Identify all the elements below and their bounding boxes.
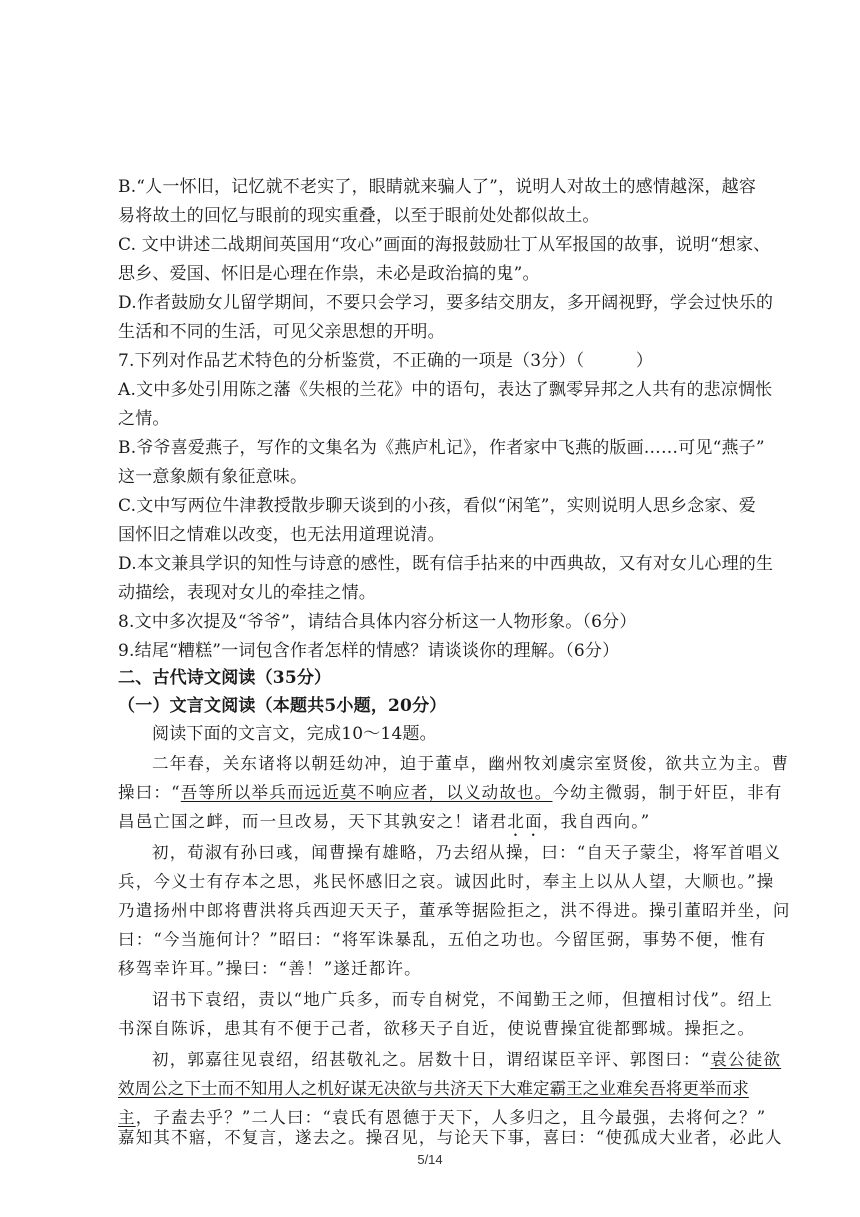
underlined-sentence-2: 袁公徒欲 xyxy=(710,1050,782,1069)
passage-p2-line1: 初，荀淑有孙曰彧，闻曹操有雄略，乃去绍从操，曰：“自天子蒙尘，将军首唱义 xyxy=(152,843,782,862)
section-2-title: 二、古代诗文阅读（35分） xyxy=(118,668,332,688)
passage-p4-line4: 嘉知其不寤，不复言，遂去之。操召见，与论天下事，喜曰：“使孤成大业者，必此人 xyxy=(118,1128,783,1147)
q7-option-b-line2: 这一意象颇有象征意味。 xyxy=(118,467,308,487)
section-2-instruction: 阅读下面的文言文，完成10～14题。 xyxy=(152,724,437,744)
passage-p2-line5: 移驾幸许耳。”操曰：“善！”遂迁都许。 xyxy=(118,959,422,978)
passage-p2-line2: 兵，今义士有存本之思，兆民怀感旧之哀。诚因此时，奉主上以从人望，大顺也。”操 xyxy=(118,872,775,891)
underlined-sentence-2-end: 主 xyxy=(118,1108,136,1127)
section-2-subtitle: （一）文言文阅读（本题共5小题，20分） xyxy=(118,696,447,716)
q6-option-b-line2: 易将故土的回忆与眼前的现实重叠，以至于眼前处处都似故土。 xyxy=(118,206,600,226)
passage-text: 操曰：“ xyxy=(118,783,181,802)
passage-text: ，子 xyxy=(135,1108,172,1127)
passage-p3-line1: 诏书下袁绍，责以“地广兵多，而专自树党，不闻勤王之师，但擅相讨伐”。绍上 xyxy=(152,990,774,1009)
q6-option-c-line1: C. 文中讲述二战期间英国用“攻心”画面的海报鼓励壮丁从军报国的故事，说明“想家、 xyxy=(118,235,771,255)
passage-p1-line1: 二年春，关东诸将以朝廷幼冲，迫于董卓，幽州牧刘虞宗室贤俊，欲共立为主。曹 xyxy=(152,754,790,773)
question-9: 9.结尾“糟糕”一词包含作者怎样的情感？请谈谈你的理解。（6分） xyxy=(118,641,620,661)
q7-option-d-line1: D.本文兼具学识的知性与诗意的感性，既有信手拈来的中西典故，又有对女儿心理的生 xyxy=(118,554,774,574)
q6-option-d-line1: D.作者鼓励女儿留学期间，不要只会学习，要多结交朋友，多开阔视野，学会过快乐的 xyxy=(118,293,774,313)
q7-stem: 7.下列对作品艺术特色的分析鉴赏，不正确的一项是（3分）（ ） xyxy=(118,351,654,371)
passage-text: 昌邑亡国之衅，而一旦改易，天下其孰安之！诸君 xyxy=(118,812,508,831)
underlined-sentence-2-cont: 效周公之下士而不知用人之机好谋无决欲与共济天下大难定霸王之业难矣吾将更举而求 xyxy=(118,1079,749,1098)
passage-text: 今幼主微弱，制于奸臣，非有 xyxy=(552,783,783,802)
passage-p1-line2 xyxy=(118,783,783,803)
passage-text: 去乎？”二人曰：“袁氏有恩德于天下，人多归之，且今最强，去将何之？” xyxy=(188,1108,767,1127)
q6-option-b-line1: B.“人一怀旧，记忆就不老实了，眼睛就来骗人了”，说明人对故土的感情越深，越容 xyxy=(118,177,757,197)
q7-option-b-line1: B.爷爷喜爱燕子，写作的文集名为《燕庐札记》，作者家中飞燕的版画……可见“燕子” xyxy=(118,438,765,458)
question-8: 8.文中多次提及“爷爷”，请结合具体内容分析这一人物形象。（6分） xyxy=(118,612,637,632)
q7-option-d-line2: 动描绘，表现对女儿的牵挂之情。 xyxy=(118,583,376,603)
underlined-sentence-1: 吾等所以举兵而远近莫不响应者，以义动故也。 xyxy=(180,783,553,802)
passage-p4-line2 xyxy=(118,1079,749,1099)
passage-p1-line3 xyxy=(118,812,650,840)
q7-option-c-line1: C.文中写两位牛津教授散步聊天谈到的小孩，看似“闲笔”，实则说明人思乡念家、爱 xyxy=(118,496,756,516)
passage-text: 初，郭嘉往见袁绍，绍甚敬礼之。居数十日，谓绍谋臣辛评、郭图曰：“ xyxy=(152,1050,711,1069)
dotted-word-beimian: 北面 xyxy=(507,812,543,831)
passage-p2-line3: 乃遣扬州中郎将曹洪将兵西迎天天子，董承等据险拒之，洪不得进。操引董昭并坐，问 xyxy=(118,901,791,920)
dotted-word-he: 盍 xyxy=(171,1108,189,1127)
q7-option-a-line2: 之情。 xyxy=(118,409,170,429)
q6-option-c-line2: 思乡、爱国、怀旧是心理在作祟，未必是政治搞的鬼”。 xyxy=(118,264,540,284)
passage-p2-line4: 曰：“今当施何计？”昭曰：“将军诛暴乱，五伯之功也。今留匡弼，事势不便，惟有 xyxy=(118,930,767,949)
q7-option-a-line1: A.文中多处引用陈之藩《失根的兰花》中的语句，表达了飘零异邦之人共有的悲凉惆怅 xyxy=(118,380,773,400)
q6-option-d-line2: 生活和不同的生活，可见父亲思想的开明。 xyxy=(118,322,445,342)
passage-p3-line2: 书深自陈诉，患其有不便于己者，欲移天子自近，使说曹操宜徙都鄄城。操拒之。 xyxy=(118,1019,756,1038)
passage-p4-line1 xyxy=(152,1050,781,1070)
page-number: 5/14 xyxy=(417,1152,443,1167)
passage-text: ，我自西向。” xyxy=(542,812,651,831)
q7-option-c-line2: 国怀旧之情难以改变，也无法用道理说清。 xyxy=(118,525,445,545)
